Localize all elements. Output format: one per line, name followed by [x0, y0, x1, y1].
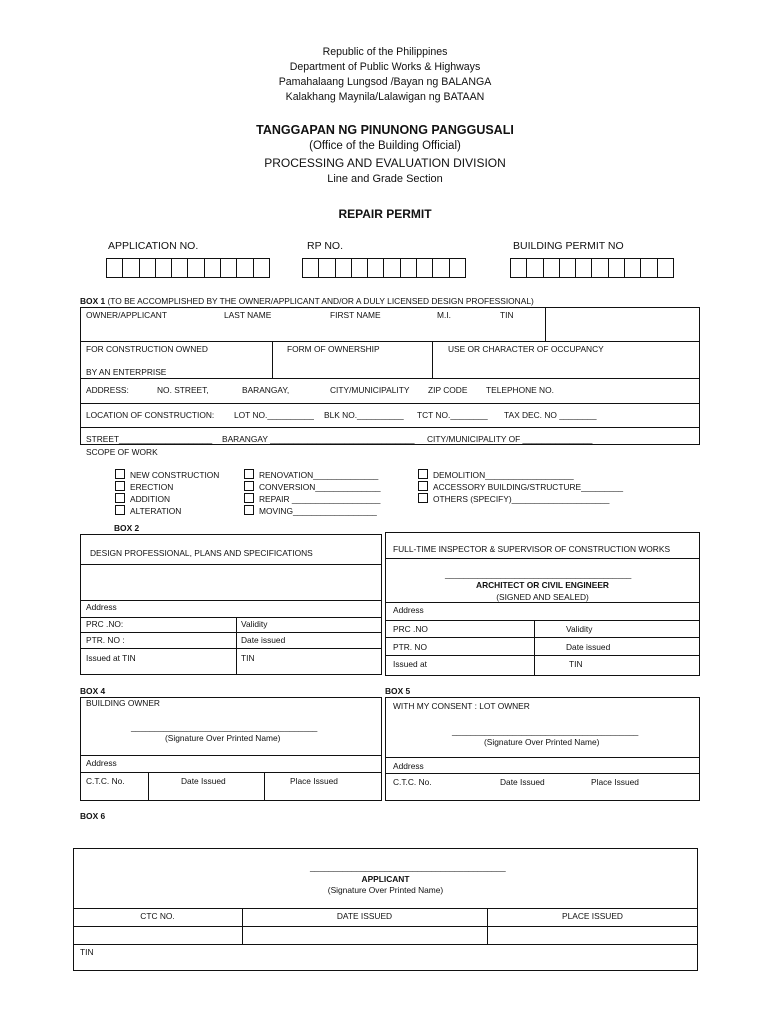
col-divider: [236, 617, 237, 675]
box3-date-issued-label: Date issued: [566, 642, 611, 652]
for-construction-label: FOR CONSTRUCTION OWNED: [86, 344, 208, 354]
box2-prc-label: PRC .NO:: [86, 619, 124, 629]
row-divider: [80, 648, 382, 649]
last-name-label: LAST NAME: [224, 310, 272, 320]
scope-accessory-building[interactable]: ACCESSORY BUILDING/STRUCTURE_________: [418, 481, 623, 492]
form-title: REPAIR PERMIT: [338, 207, 432, 221]
city-label: CITY/MUNICIPALITY: [330, 385, 410, 395]
scope-demolition[interactable]: DEMOLITION___________________: [418, 469, 574, 480]
box4-label: BOX 4: [80, 686, 106, 696]
row-divider: [80, 617, 382, 618]
row-divider: [385, 757, 700, 758]
checkbox-icon[interactable]: [244, 493, 254, 503]
box1-label: BOX 1: [80, 296, 106, 306]
box3-issued-at-label: Issued at: [393, 659, 427, 669]
box5-ctc-label: C.T.C. No.: [393, 777, 432, 787]
scope-conversion[interactable]: CONVERSION______________: [244, 481, 381, 492]
box2-issued-at-label: Issued at TIN: [86, 653, 136, 663]
inspector-title: FULL-TIME INSPECTOR & SUPERVISOR OF CONSTRUCTION WORKS: [393, 544, 671, 554]
row-divider: [80, 378, 700, 379]
owner-signature-line[interactable]: ________________________________________: [131, 722, 318, 732]
row-divider: [80, 403, 700, 404]
scope-alteration[interactable]: ALTERATION: [115, 505, 181, 516]
owner-applicant-label: OWNER/APPLICANT: [86, 310, 167, 320]
row-divider: [80, 427, 700, 428]
row-divider: [80, 341, 700, 342]
header-department: Department of Public Works & Highways: [289, 61, 481, 73]
box1-note: (TO BE ACCOMPLISHED BY THE OWNER/APPLICANT AND/OR A DULY LICENSED DESIGN PROFESSIONAL): [107, 296, 534, 306]
box3-ptr-label: PTR. NO: [393, 642, 427, 652]
barangay-field[interactable]: BARANGAY _______________________________: [222, 434, 415, 444]
box3-address-label: Address: [393, 605, 424, 615]
checkbox-icon[interactable]: [418, 481, 428, 491]
box3-prc-label: PRC .NO: [393, 624, 428, 634]
no-street-label: NO. STREET,: [157, 385, 209, 395]
box1-heading: [80, 296, 534, 306]
application-no-label: APPLICATION NO.: [108, 240, 199, 252]
box3-tin-label: TIN: [569, 659, 583, 669]
box2-validity-label: Validity: [241, 619, 268, 629]
form-of-ownership-label: FORM OF OWNERSHIP: [287, 344, 380, 354]
applicant-signature-line[interactable]: __________________________________________: [310, 862, 506, 872]
mi-label: M.I.: [437, 310, 451, 320]
application-no-field[interactable]: [106, 258, 270, 278]
date-issued-header: DATE ISSUED: [336, 911, 393, 921]
first-name-label: FIRST NAME: [330, 310, 381, 320]
scope-others[interactable]: OTHERS (SPECIFY)_____________________: [418, 493, 609, 504]
header-republic: Republic of the Philippines: [322, 46, 448, 58]
row-divider: [80, 755, 382, 756]
ctc-no-header: CTC NO.: [140, 911, 175, 921]
barangay-label: BARANGAY,: [242, 385, 290, 395]
row-divider: [80, 600, 382, 601]
scope-of-work-label: SCOPE OF WORK: [86, 447, 158, 457]
col-divider: [264, 772, 265, 801]
row-divider: [73, 926, 698, 927]
box3-validity-label: Validity: [566, 624, 593, 634]
box1-frame: [80, 307, 700, 445]
box2-date-issued-label: Date issued: [241, 635, 286, 645]
architect-title: ARCHITECT OR CIVIL ENGINEER: [476, 580, 609, 590]
lot-owner-signature-label: (Signature Over Printed Name): [484, 737, 600, 747]
col-divider: [272, 341, 273, 378]
scope-erection[interactable]: ERECTION: [115, 481, 173, 492]
zip-label: ZIP CODE: [428, 385, 468, 395]
architect-subtitle: (SIGNED AND SEALED): [496, 592, 589, 602]
telephone-label: TELEPHONE NO.: [486, 385, 554, 395]
office-subtitle: (Office of the Building Official): [309, 140, 461, 152]
row-divider: [80, 772, 382, 773]
scope-renovation[interactable]: RENOVATION______________: [244, 469, 378, 480]
blk-no-field[interactable]: BLK NO.__________: [324, 410, 404, 420]
box2-address-label: Address: [86, 602, 117, 612]
header-province: Kalakhang Maynila/Lalawigan ng BATAAN: [285, 91, 485, 103]
row-divider: [385, 773, 700, 774]
section-title: Line and Grade Section: [327, 173, 443, 185]
row-divider: [385, 620, 700, 621]
place-issued-header: PLACE ISSUED: [562, 911, 623, 921]
lot-owner-title: WITH MY CONSENT : LOT OWNER: [393, 701, 530, 711]
scope-moving[interactable]: MOVING__________________: [244, 505, 377, 516]
box5-address-label: Address: [393, 761, 424, 771]
rp-no-field[interactable]: [302, 258, 466, 278]
box5-place-issued-label: Place Issued: [591, 777, 639, 787]
scope-new-construction[interactable]: NEW CONSTRUCTION: [115, 469, 219, 480]
scope-addition[interactable]: ADDITION: [115, 493, 170, 504]
by-enterprise-label: BY AN ENTERPRISE: [86, 367, 167, 377]
location-label: LOCATION OF CONSTRUCTION:: [86, 410, 215, 420]
building-permit-no-label: BUILDING PERMIT NO: [513, 240, 624, 252]
row-divider: [73, 908, 698, 909]
checkbox-icon[interactable]: [115, 469, 125, 479]
box2-tin-label: TIN: [241, 653, 255, 663]
row-divider: [385, 558, 700, 559]
rp-no-label: RP NO.: [307, 240, 343, 252]
box4-date-issued-label: Date Issued: [181, 776, 226, 786]
box6-tin-label: TIN: [80, 947, 94, 957]
box2-label: BOX 2: [114, 523, 140, 533]
design-professional-title: DESIGN PROFESSIONAL, PLANS AND SPECIFICATIONS: [90, 548, 313, 558]
col-divider: [432, 341, 433, 378]
col-divider: [534, 620, 535, 676]
lot-owner-signature-line[interactable]: ________________________________________: [452, 726, 639, 736]
col-divider: [148, 772, 149, 801]
row-divider: [73, 944, 698, 945]
building-owner-title: BUILDING OWNER: [86, 698, 160, 708]
checkbox-icon[interactable]: [244, 469, 254, 479]
checkbox-icon[interactable]: [244, 481, 254, 491]
tct-no-field[interactable]: TCT NO.________: [417, 410, 488, 420]
checkbox-icon[interactable]: [115, 505, 125, 515]
lot-no-field[interactable]: LOT NO.__________: [234, 410, 314, 420]
tin-label: TIN: [500, 310, 514, 320]
box4-address-label: Address: [86, 758, 117, 768]
row-divider: [80, 564, 382, 565]
city-field[interactable]: CITY/MUNICIPALITY OF _______________: [427, 434, 593, 444]
owner-signature-label: (Signature Over Printed Name): [165, 733, 281, 743]
scope-repair[interactable]: REPAIR ___________________: [244, 493, 380, 504]
checkbox-icon[interactable]: [115, 481, 125, 491]
row-divider: [385, 637, 700, 638]
address-label: ADDRESS:: [86, 385, 129, 395]
building-permit-no-field[interactable]: [510, 258, 674, 278]
box5-date-issued-label: Date Issued: [500, 777, 545, 787]
use-character-label: USE OR CHARACTER OF OCCUPANCY: [448, 344, 604, 354]
checkbox-icon[interactable]: [115, 493, 125, 503]
header-city: Pamahalaang Lungsod /Bayan ng BALANGA: [278, 76, 492, 88]
box4-ctc-label: C.T.C. No.: [86, 776, 125, 786]
architect-signature-line[interactable]: ________________________________________: [445, 569, 632, 579]
row-divider: [385, 602, 700, 603]
checkbox-icon[interactable]: [418, 469, 428, 479]
applicant-signature-label: (Signature Over Printed Name): [327, 885, 444, 895]
street-field[interactable]: STREET____________________: [86, 434, 213, 444]
division-title: PROCESSING AND EVALUATION DIVISION: [264, 156, 506, 170]
box2-ptr-label: PTR. NO :: [86, 635, 125, 645]
office-title: TANGGAPAN NG PINUNONG PANGGUSALI: [256, 123, 514, 137]
box4-place-issued-label: Place Issued: [290, 776, 338, 786]
box5-label: BOX 5: [385, 686, 411, 696]
checkbox-icon[interactable]: [418, 493, 428, 503]
row-divider: [80, 632, 382, 633]
row-divider: [385, 655, 700, 656]
applicant-title: APPLICANT: [361, 874, 410, 884]
checkbox-icon[interactable]: [244, 505, 254, 515]
tax-dec-field[interactable]: TAX DEC. NO ________: [504, 410, 597, 420]
box6-label: BOX 6: [80, 811, 106, 821]
tin-divider: [545, 307, 546, 341]
